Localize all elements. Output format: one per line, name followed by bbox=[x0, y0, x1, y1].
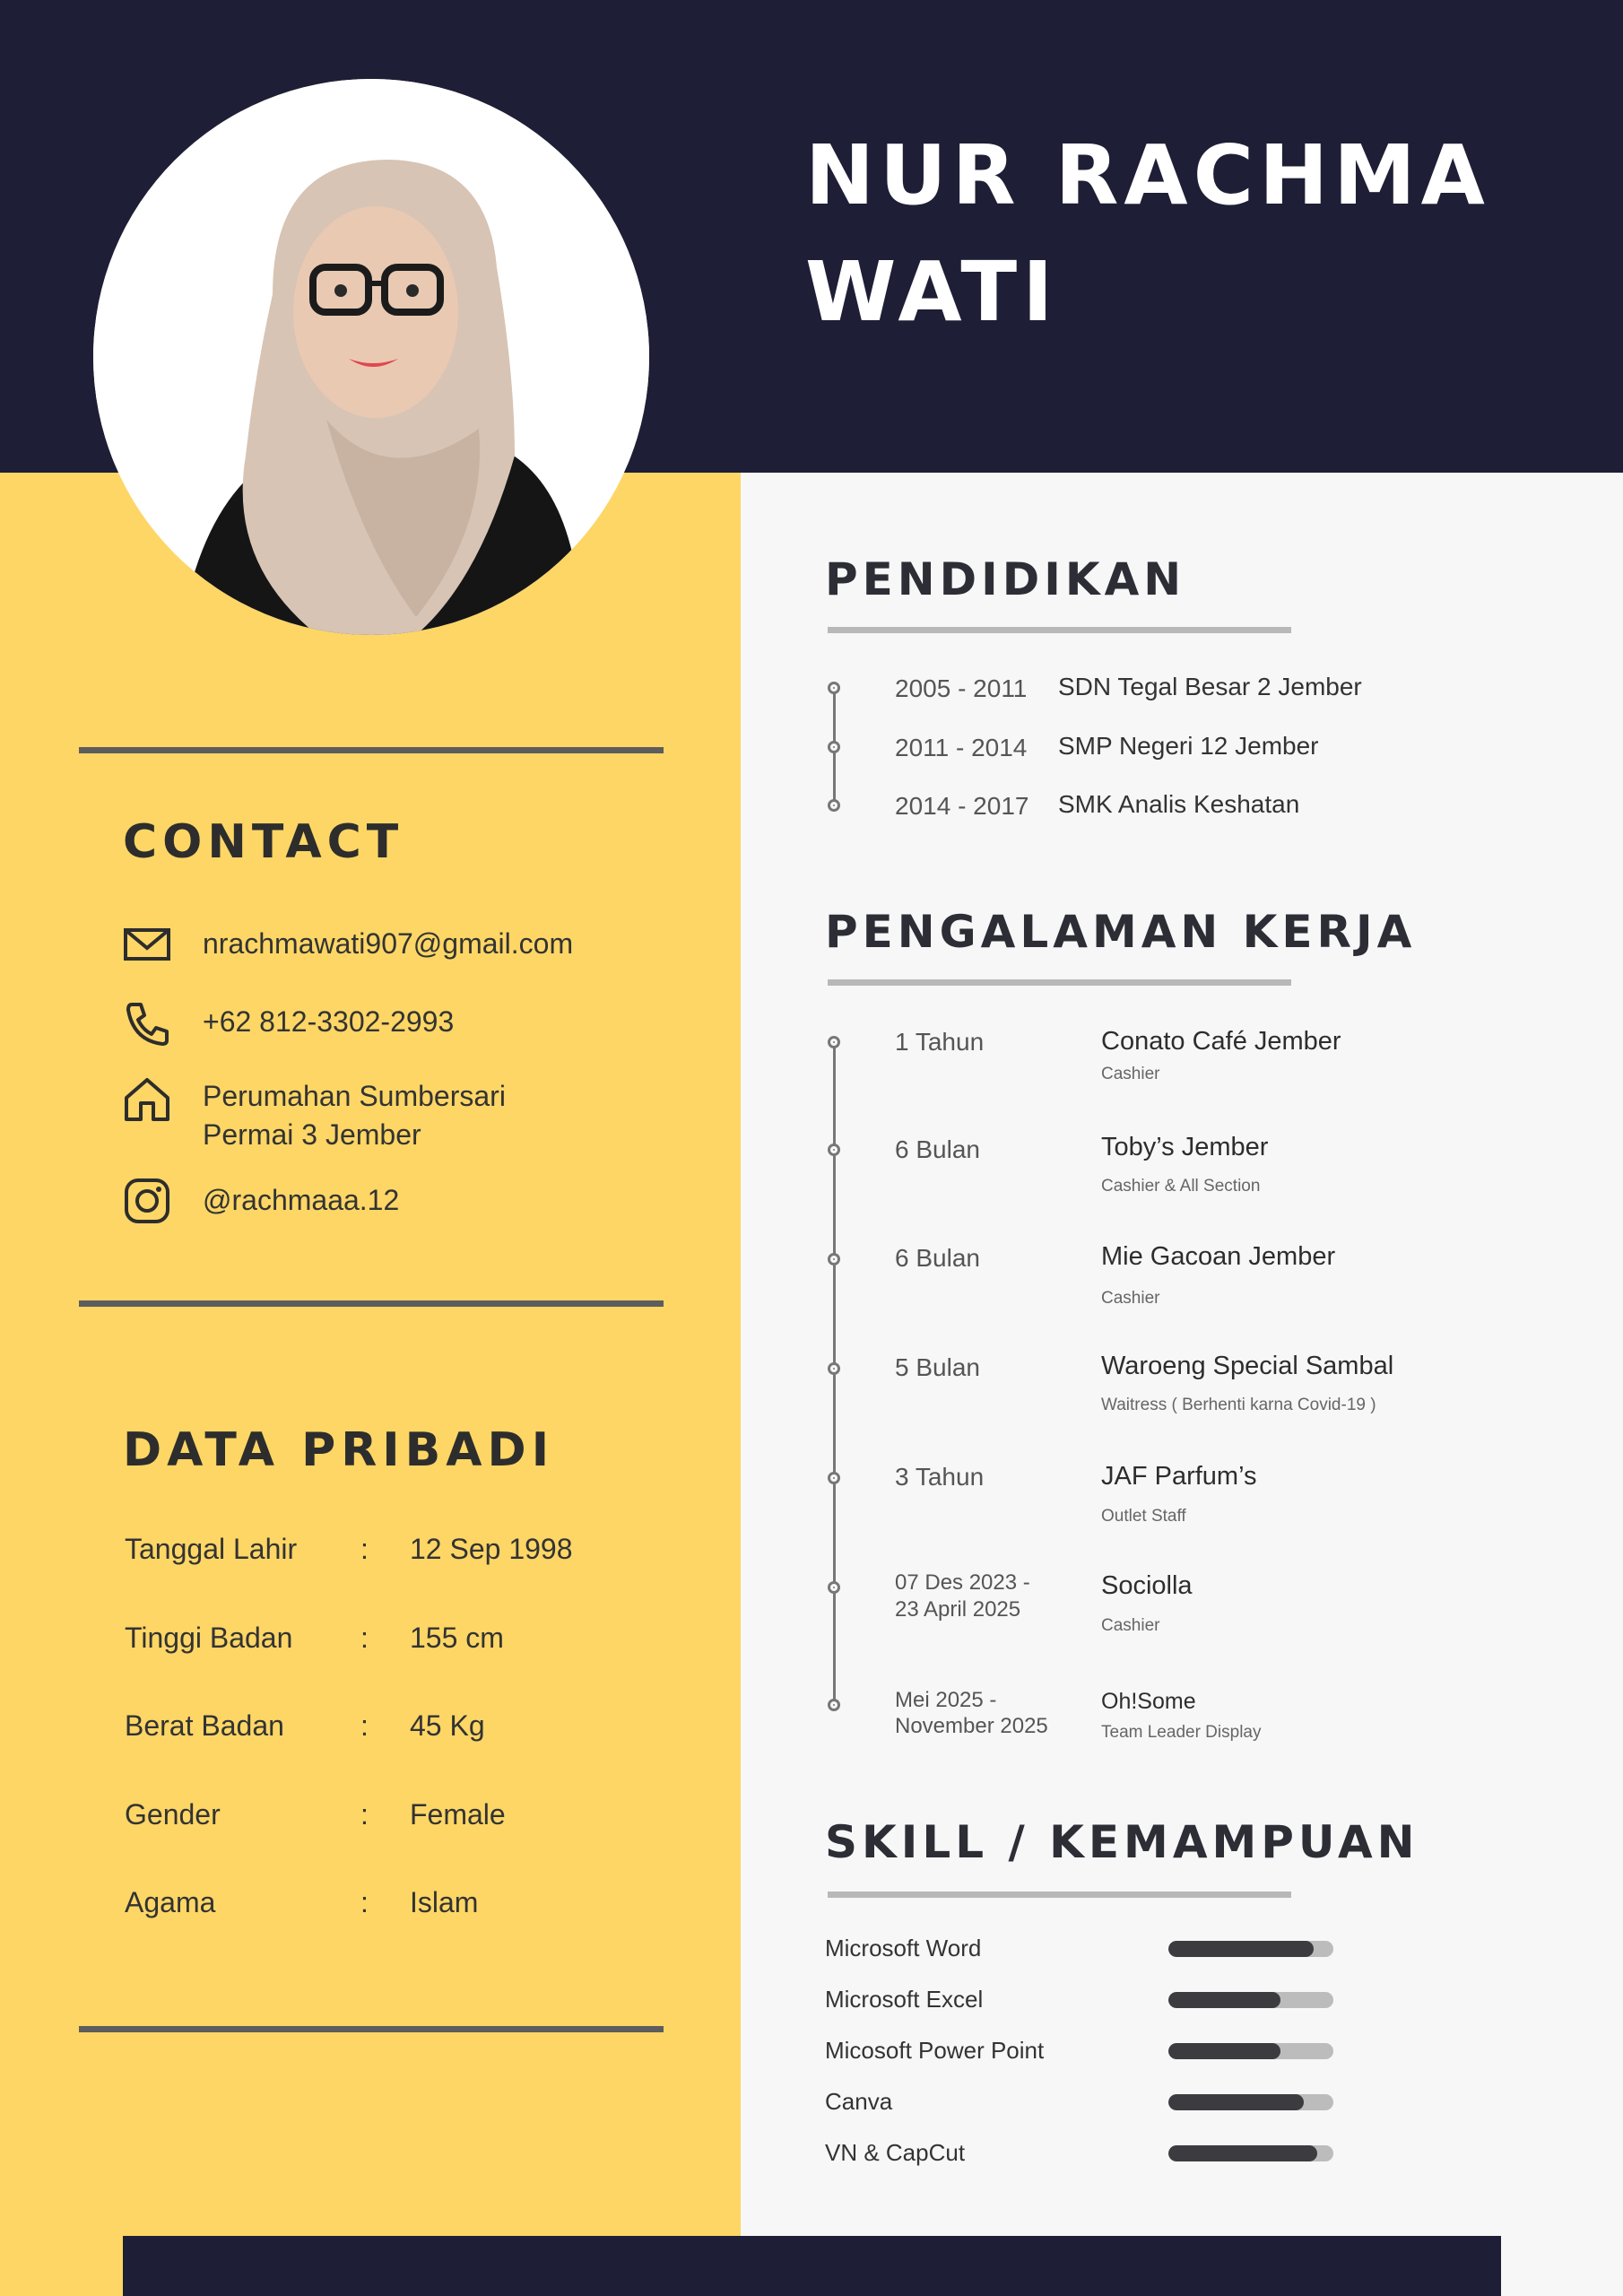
work-place: Toby’s Jember bbox=[1101, 1133, 1269, 1161]
work-place: Oh!Some bbox=[1101, 1689, 1196, 1714]
timeline-dot bbox=[828, 1144, 840, 1156]
education-years: 2011 - 2014 bbox=[895, 734, 1028, 761]
work-place: Waroeng Special Sambal bbox=[1101, 1352, 1394, 1380]
skill-name: Canva bbox=[825, 2088, 893, 2115]
phone-icon bbox=[121, 997, 173, 1049]
work-place: Conato Café Jember bbox=[1101, 1027, 1341, 1056]
timeline-dot bbox=[828, 741, 840, 753]
profile-photo bbox=[93, 79, 649, 635]
skill-name: Microsoft Word bbox=[825, 1935, 982, 1961]
home-icon bbox=[121, 1073, 173, 1125]
divider bbox=[79, 747, 664, 753]
work-duration: 5 Bulan bbox=[895, 1353, 980, 1381]
skill-bar bbox=[1168, 1941, 1333, 1957]
personal-label: Tanggal Lahir bbox=[125, 1533, 298, 1565]
left-column bbox=[0, 473, 741, 2296]
work-place: Mie Gacoan Jember bbox=[1101, 1242, 1336, 1271]
education-years: 2014 - 2017 bbox=[895, 792, 1029, 820]
work-duration: 3 Tahun bbox=[895, 1463, 985, 1491]
education-school: SMP Negeri 12 Jember bbox=[1058, 732, 1319, 760]
heading-underline bbox=[828, 1892, 1291, 1898]
education-heading: PENDIDIKAN bbox=[825, 553, 1186, 605]
personal-value: 155 cm bbox=[410, 1622, 504, 1654]
work-role: Outlet Staff bbox=[1101, 1507, 1186, 1526]
skill-bar-fill bbox=[1168, 2094, 1304, 2110]
skill-bar-fill bbox=[1168, 1941, 1314, 1957]
personal-value: Islam bbox=[410, 1886, 479, 1918]
divider bbox=[79, 2026, 664, 2032]
education-school: SDN Tegal Besar 2 Jember bbox=[1058, 673, 1362, 700]
timeline-dot bbox=[828, 1699, 840, 1711]
heading-underline bbox=[828, 979, 1291, 986]
mail-icon bbox=[121, 918, 173, 970]
address-line-2: Permai 3 Jember bbox=[203, 1118, 421, 1151]
timeline-dot bbox=[828, 799, 840, 812]
instagram-text[interactable]: @rachmaaa.12 bbox=[203, 1184, 400, 1216]
skill-bar bbox=[1168, 2094, 1333, 2110]
work-duration: 1 Tahun bbox=[895, 1028, 985, 1056]
timeline-dot bbox=[828, 682, 840, 694]
timeline-dot bbox=[828, 1581, 840, 1594]
work-duration: 6 Bulan bbox=[895, 1244, 980, 1272]
education-school: SMK Analis Keshatan bbox=[1058, 790, 1300, 818]
skill-name: Micosoft Power Point bbox=[825, 2037, 1045, 2064]
skill-bar bbox=[1168, 2043, 1333, 2059]
personal-label: Agama bbox=[125, 1886, 216, 1918]
personal-label: Gender bbox=[125, 1798, 221, 1831]
address-line-1: Perumahan Sumbersari bbox=[203, 1080, 506, 1112]
skill-bar-fill bbox=[1168, 1992, 1280, 2008]
personal-label: Tinggi Badan bbox=[125, 1622, 293, 1654]
phone-text[interactable]: +62 812-3302-2993 bbox=[203, 1005, 455, 1038]
work-place: Sociolla bbox=[1101, 1571, 1193, 1600]
work-duration: Mei 2025 - bbox=[895, 1688, 997, 1712]
work-role: Team Leader Display bbox=[1101, 1723, 1262, 1742]
work-role: Cashier bbox=[1101, 1065, 1160, 1083]
skill-bar bbox=[1168, 1992, 1333, 2008]
timeline-dot bbox=[828, 1472, 840, 1484]
timeline-dot bbox=[828, 1036, 840, 1048]
personal-value: Female bbox=[410, 1798, 506, 1831]
skill-name: Microsoft Excel bbox=[825, 1986, 984, 2013]
divider bbox=[79, 1300, 664, 1307]
work-duration: 6 Bulan bbox=[895, 1135, 980, 1163]
work-role: Waitress ( Berhenti karna Covid-19 ) bbox=[1101, 1396, 1376, 1414]
skill-bar-fill bbox=[1168, 2145, 1317, 2161]
name-line-1: NUR RACHMA bbox=[805, 127, 1490, 223]
footer-bar bbox=[123, 2236, 1501, 2296]
work-role: Cashier & All Section bbox=[1101, 1177, 1261, 1196]
contact-heading: CONTACT bbox=[123, 815, 404, 869]
personal-data-heading: DATA PRIBADI bbox=[123, 1423, 555, 1477]
work-role: Cashier bbox=[1101, 1616, 1160, 1635]
work-role: Cashier bbox=[1101, 1289, 1160, 1308]
timeline-dot bbox=[828, 1253, 840, 1265]
instagram-icon bbox=[121, 1175, 173, 1227]
timeline-dot bbox=[828, 1362, 840, 1375]
work-duration: 07 Des 2023 - bbox=[895, 1570, 1030, 1595]
education-years: 2005 - 2011 bbox=[895, 674, 1028, 702]
skills-heading: SKILL / KEMAMPUAN bbox=[825, 1816, 1419, 1868]
email-text[interactable]: nrachmawati907@gmail.com bbox=[203, 927, 574, 960]
work-place: JAF Parfum’s bbox=[1101, 1462, 1257, 1491]
personal-colon: : bbox=[360, 1886, 369, 1918]
skill-bar bbox=[1168, 2145, 1333, 2161]
work-heading: PENGALAMAN KERJA bbox=[825, 906, 1417, 958]
personal-colon: : bbox=[360, 1709, 369, 1742]
skill-name: VN & CapCut bbox=[825, 2139, 966, 2166]
profile-photo-illustration bbox=[93, 79, 649, 635]
personal-value: 12 Sep 1998 bbox=[410, 1533, 573, 1565]
personal-colon: : bbox=[360, 1533, 369, 1565]
personal-value: 45 Kg bbox=[410, 1709, 485, 1742]
work-duration: 23 April 2025 bbox=[895, 1597, 1021, 1622]
name-line-2: WATI bbox=[805, 244, 1059, 340]
skill-bar-fill bbox=[1168, 2043, 1280, 2059]
personal-colon: : bbox=[360, 1622, 369, 1654]
work-duration: November 2025 bbox=[895, 1714, 1048, 1738]
personal-label: Berat Badan bbox=[125, 1709, 284, 1742]
heading-underline bbox=[828, 627, 1291, 633]
personal-colon: : bbox=[360, 1798, 369, 1831]
